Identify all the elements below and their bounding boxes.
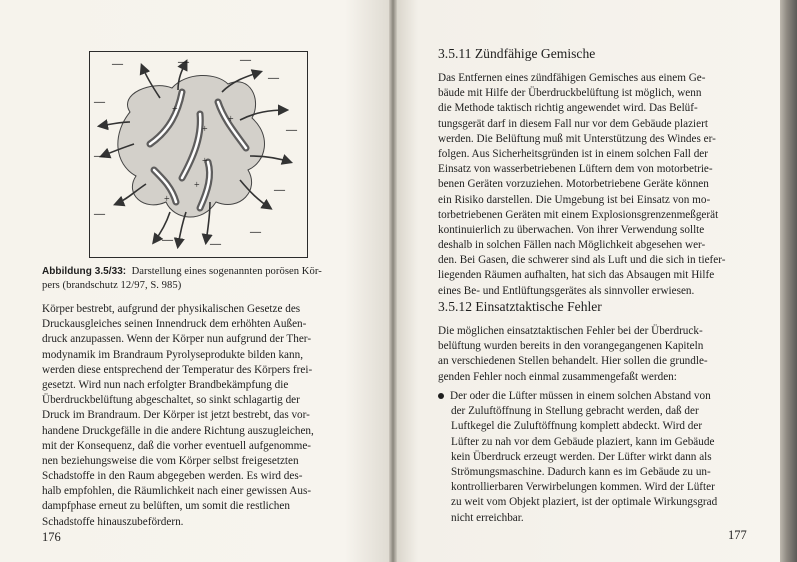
text-line: Druck im Brandraum. Der Körper ist jetzt bestrebt, das vor- [42,409,310,422]
text-line: Einsatz von wasserbetriebenen Lüftern dem von motorbetrie- [438,163,713,176]
text-line: nen beziehungsweise die vom Körper selbst freigesetzten [42,454,299,467]
text-line: benen Geräten vorzuziehen. Motorbetriebene Geräte können [438,178,709,191]
figure-caption [42,265,362,293]
section-heading-3-5-11: 3.5.11 Zündfähige Gemische [438,46,596,61]
text-line: mit der Konsequenz, daß die vorher eventuell aufgenomme- [42,439,312,452]
text-line: an verschiedenen Stellen behandelt. Hier sollen die grundle- [438,355,708,368]
minus-sign: — [286,124,297,136]
text-line: halb empfohlen, die Räumlichkeit nach einer gewissen Aus- [42,485,312,498]
text-line: modynamik im Brandraum Pyrolyseprodukte bilden kann, [42,348,303,361]
text-line: torbetriebenen Geräten mit einem Explosionsgrenzenmeßgerät [438,208,719,221]
book-edge [780,0,797,562]
text-line: Schadstoffe in den Raum abgegeben werden. Es wird des- [42,470,303,483]
text-line: kein Überdruck erzeugt werden. Der Lüfter wirkt dann als [451,450,712,463]
text-line: Luftkegel die Zuluftöffnung komplett abdeckt. Wird der [451,420,703,433]
section2-bullet-text [438,389,769,526]
page-number-right: 177 [728,528,747,542]
text-line: folgen. Aus Sicherheitsgründen ist in einem solchen Fall der [438,147,709,160]
minus-sign: — [274,184,285,196]
page-number-left: 176 [42,530,61,544]
plus-sign: + [172,104,178,115]
minus-sign: — [178,56,189,68]
text-line: zu weit vom Objekt plaziert, ist der optimale Wirkungsgrad [451,496,718,509]
text-line: Der oder die Lüfter müssen in einem solchen Abstand von [450,390,711,402]
plus-sign: + [202,156,208,167]
section2-intro-text [438,324,769,385]
minus-sign: — [162,234,173,246]
text-line: werden diese entsprechend der Temperatur des Körpers frei- [42,363,313,376]
book-gutter [389,0,397,562]
minus-sign: — [94,150,105,162]
text-line: Lüfter zu nah vor dem Gebäude plaziert, kann im Gebäude [451,435,715,448]
text-line: Strömungsmaschine. Dadurch kann es im Gebäude zu un- [451,465,711,478]
text-line: nicht erreichbar. [451,511,524,524]
text-line: die Methode taktisch richtig angewendet wird. Das Belüf- [438,102,698,115]
caption-text-line1: Darstellung eines sogenannten porösen Kör- [131,266,322,277]
text-line: genden Fehler noch einmal zusammengefaßt werden: [438,370,677,383]
bullet-icon [438,393,444,399]
section-heading-3-5-12: 3.5.12 Einsatztaktische Fehler [438,299,602,314]
plus-sign: + [164,194,170,205]
minus-sign: — [268,72,279,84]
text-line: werden. Die Belüftung muß mit Unterstützung des Windes er- [438,132,716,145]
porous-body-figure [89,51,308,258]
minus-sign: — [112,58,123,70]
caption-label: Abbildung 3.5/33: [42,266,127,277]
text-line: bäude mit Hilfe der Überdruckbelüftung ist möglich, wenn [438,87,702,100]
plus-sign: + [228,114,234,125]
text-line: Druckausgleiches seinen Innendruck dem erhöhten Außen- [42,318,307,331]
text-line: Das Entfernen eines zündfähigen Gemisches aus einem Ge- [438,72,706,84]
text-line: liegenden Räumen aufhalten, hat sich das Absaugen mit Hilfe [438,269,715,282]
section1-body-text [438,71,769,299]
plus-sign: + [194,180,200,191]
text-line: Die möglichen einsatztaktischen Fehler bei der Überdruck- [438,325,703,337]
minus-sign: — [94,208,105,220]
text-line: tungsgerät darf in diesem Fall nur vor dem Gebäude plaziert [438,117,708,130]
text-line: den. Bei Gasen, die schwerer sind als Luft und die sich in tiefer- [438,254,726,267]
left-body-text [42,302,351,530]
text-line: kontinuierlich zu überwachen. Von ihrer Verwendung sollte [438,223,705,236]
text-line: handene Druckgefälle in die andere Richtung auszugleichen, [42,424,314,437]
plus-sign: + [202,124,208,135]
text-line: der Zuluftöffnung in Stellung gebracht werden, daß der [451,405,699,418]
minus-sign: — [94,96,105,108]
caption-text-line2: pers (brandschutz 12/97, S. 985) [42,280,182,291]
text-line: gesetzt. Wird nun nach erfolgter Brandbekämpfung die [42,378,289,391]
minus-sign: — [240,54,251,66]
text-line: ein Risiko darstellen. Die Umgebung ist bei Einsatz von mo- [438,193,711,206]
text-line: kontrollierbaren Verwirbelungen kommen. Wird der Lüfter [451,481,715,494]
text-line: deshalb in solchen Fällen nach Möglichkeit abgesehen wer- [438,239,706,252]
text-line: eines Be- und Entlüftungsgerätes als sinnvoller erwiesen. [438,284,695,297]
text-line: dampfphase erneut zu belüften, um somit die restlichen [42,500,290,513]
text-line: belüftung wurden bereits in den vorangegangenen Kapiteln [438,340,704,353]
text-line: Überdruckbelüftung abgeschaltet, so sinkt schlagartig der [42,394,300,407]
text-line: druck anzupassen. Wenn der Körper nun aufgrund der Ther- [42,333,312,346]
minus-sign: — [250,226,261,238]
text-line: Schadstoffe hinauszubefördern. [42,515,184,528]
minus-sign: — [210,238,221,250]
text-line: Körper bestrebt, aufgrund der physikalischen Gesetze des [42,303,301,315]
